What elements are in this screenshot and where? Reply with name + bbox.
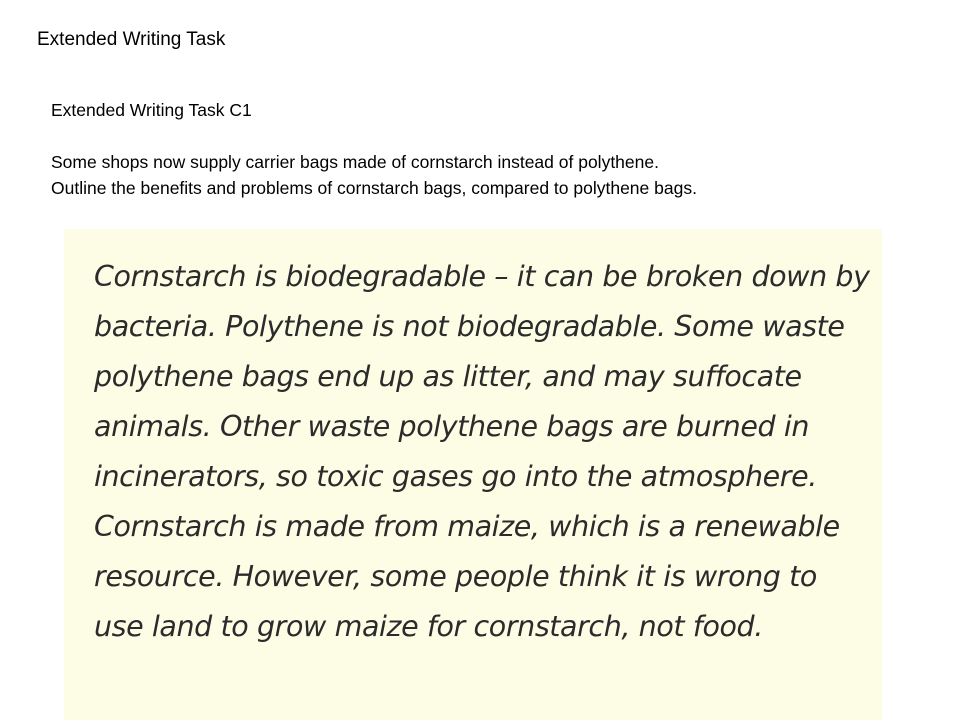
lined-paper-answer	[64, 229, 882, 720]
slide-title: Extended Writing Task	[37, 29, 226, 50]
task-heading: Extended Writing Task C1	[51, 100, 252, 120]
task-block	[51, 97, 931, 201]
handwritten-answer	[94, 252, 874, 652]
task-question-line-2: Outline the benefits and problems of cornstarch bags, compared to polythene bags.	[51, 178, 697, 198]
answer-paragraph-1: Cornstarch is biodegradable – it can be broken down by bacteria. Polythene is not biodegradable. Some waste polythene bags end up as litter, and may suffocate animals. Other waste polythene bags are burned in incinerators, so toxic gases go into the atmosphere.	[94, 260, 870, 493]
task-question-line-1: Some shops now supply carrier bags made of cornstarch instead of polythene.	[51, 152, 659, 172]
answer-paragraph-2: Cornstarch is made from maize, which is a renewable resource. However, some people think it is wrong to use land to grow maize for cornstarch, not food.	[94, 510, 840, 643]
